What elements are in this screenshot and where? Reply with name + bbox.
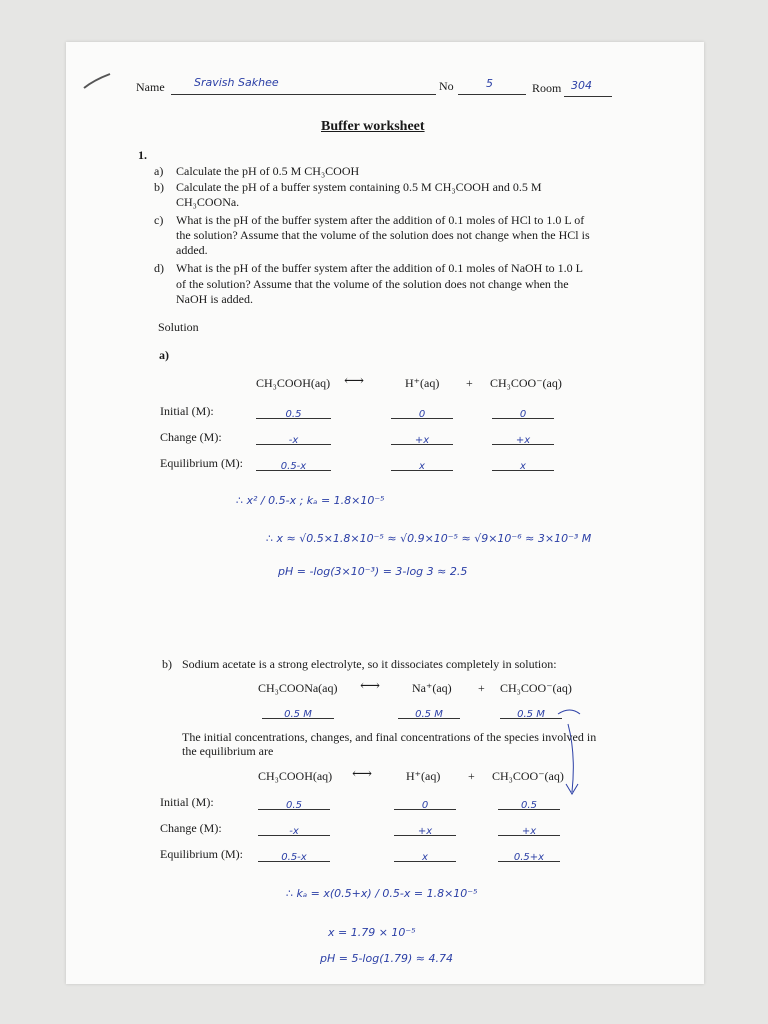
table-a-change-label: Change (M): — [160, 430, 222, 444]
question-a-label: a) — [154, 164, 164, 178]
part-b-intro: Sodium acetate is a strong electrolyte, so it dissociates completely in solution: — [182, 657, 557, 671]
table-a-equilibrium-reactant: 0.5-x — [256, 456, 331, 471]
dissociation-conc-product-2: 0.5 M — [500, 704, 562, 719]
table-a-initial-product-2: 0 — [492, 404, 554, 419]
table-a-initial-label: Initial (M): — [160, 404, 214, 418]
work-b-line-2: x = 1.79 × 10⁻⁵ — [328, 926, 416, 939]
question-d-text-2: of the solution? Assume that the volume of the solution does not change when the — [176, 277, 569, 291]
question-d-text-1: What is the pH of the buffer system after the addition of 0.1 moles of NaOH to 1.0 L — [176, 261, 584, 275]
part-b-para-1: The initial concentrations, changes, and final concentrations of the species involved in — [182, 730, 597, 744]
table-b-arrow: ⟷ — [352, 767, 373, 782]
worksheet-page — [66, 42, 704, 984]
table-b-change-product-1: +x — [394, 821, 456, 836]
room-value: 304 — [571, 79, 592, 92]
table-b-change-reactant: -x — [258, 821, 330, 836]
table-b-initial-product-1: 0 — [394, 795, 456, 810]
name-line — [171, 94, 436, 95]
dissociation-product-2: CH₃COO⁻(aq) — [500, 681, 572, 695]
table-b-product-1: H⁺(aq) — [406, 769, 441, 783]
table-b-equilibrium-reactant: 0.5-x — [258, 847, 330, 862]
table-a-reactant: CH₃COOH(aq) — [256, 376, 331, 390]
question-d-text-3: NaOH is added. — [176, 292, 253, 306]
question-c-text-3: added. — [176, 243, 208, 257]
part-a-label: a) — [159, 348, 169, 362]
dissociation-plus: + — [478, 681, 485, 695]
table-b-equilibrium-label: Equilibrium (M): — [160, 847, 243, 861]
name-label: Name — [136, 80, 165, 94]
table-b-initial-product-2: 0.5 — [498, 795, 560, 810]
name-value: Sravish Sakhee — [194, 76, 279, 89]
part-b-label: b) — [162, 657, 172, 671]
table-a-product-1: H⁺(aq) — [405, 376, 440, 390]
table-a-equilibrium-product-1: x — [391, 456, 453, 471]
table-a-initial-product-1: 0 — [391, 404, 453, 419]
work-a-line-2: ∴ x ≈ √0.5×1.8×10⁻⁵ ≈ √0.9×10⁻⁵ ≈ √9×10⁻⁶ ≈ 3×10⁻³ M — [266, 532, 592, 545]
question-d-label: d) — [154, 261, 164, 275]
question-a-text: Calculate the pH of 0.5 M CH₃COOH — [176, 164, 360, 178]
room-line — [564, 96, 612, 97]
table-b-change-label: Change (M): — [160, 821, 222, 835]
work-b-line-3: pH = 5-log(1.79) ≈ 4.74 — [320, 952, 453, 965]
dissociation-conc-reactant: 0.5 M — [262, 704, 334, 719]
no-label: No — [439, 79, 454, 93]
question-b-text-1: Calculate the pH of a buffer system containing 0.5 M CH₃COOH and 0.5 M — [176, 180, 542, 194]
room-label: Room — [532, 81, 562, 95]
table-b-initial-label: Initial (M): — [160, 795, 214, 809]
table-b-product-2: CH₃COO⁻(aq) — [492, 769, 564, 783]
solution-heading: Solution — [158, 320, 199, 334]
table-a-equilibrium-label: Equilibrium (M): — [160, 456, 243, 470]
dissociation-arrow: ⟷ — [360, 679, 381, 694]
table-b-change-product-2: +x — [498, 821, 560, 836]
dissociation-conc-product-1: 0.5 M — [398, 704, 460, 719]
question-c-text-1: What is the pH of the buffer system after the addition of 0.1 moles of HCl to 1.0 L of — [176, 213, 585, 227]
table-b-equilibrium-product-1: x — [394, 847, 456, 862]
table-a-plus: + — [466, 376, 473, 390]
no-value: 5 — [486, 77, 493, 90]
table-a-equilibrium-product-2: x — [492, 456, 554, 471]
question-c-label: c) — [154, 213, 164, 227]
table-a-change-product-1: +x — [391, 430, 453, 445]
table-a-product-2: CH₃COO⁻(aq) — [490, 376, 562, 390]
question-number: 1. — [138, 148, 147, 162]
part-b-para-2: the equilibrium are — [182, 744, 274, 758]
table-b-equilibrium-product-2: 0.5+x — [498, 847, 560, 862]
table-a-change-product-2: +x — [492, 430, 554, 445]
dissociation-product-1: Na⁺(aq) — [412, 681, 452, 695]
dissociation-reactant: CH₃COONa(aq) — [258, 681, 338, 695]
question-b-label: b) — [154, 180, 164, 194]
table-b-initial-reactant: 0.5 — [258, 795, 330, 810]
pen-mark — [82, 70, 112, 90]
no-line — [458, 94, 526, 95]
table-a-change-reactant: -x — [256, 430, 331, 445]
question-c-text-2: the solution? Assume that the volume of the solution does not change when the HCl is — [176, 228, 590, 242]
work-a-line-1: ∴ x² / 0.5-x ; kₐ = 1.8×10⁻⁵ — [236, 494, 385, 507]
table-b-plus: + — [468, 769, 475, 783]
question-b-text-2: CH₃COONa. — [176, 195, 240, 209]
work-b-line-1: ∴ kₐ = x(0.5+x) / 0.5-x = 1.8×10⁻⁵ — [286, 887, 478, 900]
table-a-arrow: ⟷ — [344, 374, 365, 389]
work-a-line-3: pH = -log(3×10⁻³) = 3-log 3 ≈ 2.5 — [278, 565, 468, 578]
arrow-annotation — [548, 704, 588, 804]
table-a-initial-reactant: 0.5 — [256, 404, 331, 419]
page-title: Buffer worksheet — [321, 119, 425, 134]
table-b-reactant: CH₃COOH(aq) — [258, 769, 333, 783]
